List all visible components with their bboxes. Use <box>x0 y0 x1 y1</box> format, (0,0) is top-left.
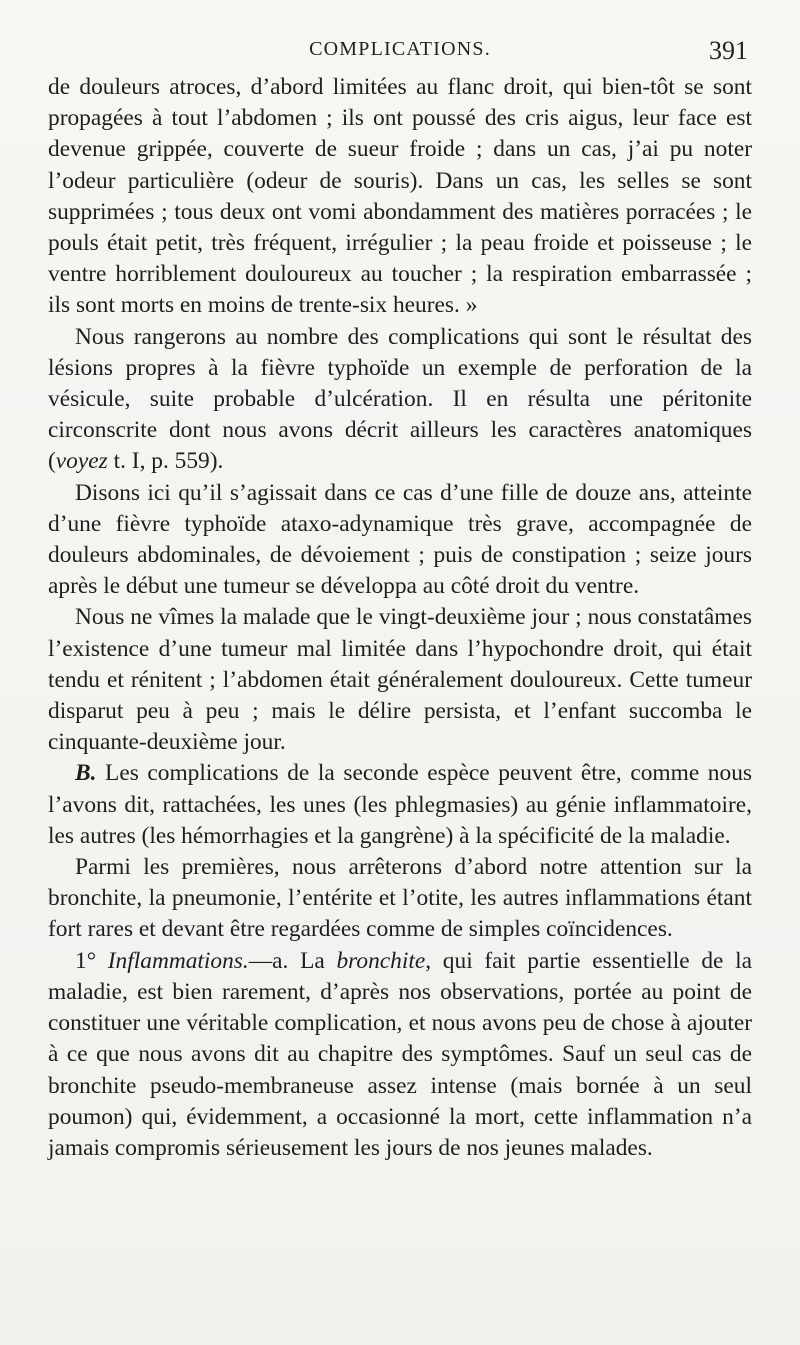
paragraph-7-italic-term: bronchite <box>336 947 426 974</box>
paragraph-6-text: Parmi les premières, nous arrêterons d’abord notre attention sur la bronchite, la pneumonie, l’entérite et l’otite, les autres inflammations étant fort rares et devant être regardées comme de simples coïncidences. <box>48 854 752 943</box>
paragraph-7-italic-title: Inflammations. <box>107 947 249 974</box>
paragraph-2-italic: voyez <box>55 448 108 475</box>
paragraph-7 <box>48 946 752 1164</box>
paragraph-2-text-after: t. I, p. 559). <box>107 448 224 475</box>
paragraph-4 <box>48 602 752 758</box>
paragraph-2-text: Nous rangerons au nombre des complications qui sont le résultat des lésions propres à la fièvre typhoïde un exemple de perforation de la vésicule, suite probable d’ulcération. Il en résulta une péritonite circonscrite dont nous avons décrit ailleurs les caractères anatomiques ( <box>48 323 752 475</box>
paragraph-2 <box>48 322 752 478</box>
paragraph-5 <box>48 758 752 852</box>
paragraph-3-text: Disons ici qu’il s’agissait dans ce cas d’une fille de douze ans, atteinte d’une fièvre typhoïde ataxo-adynamique très grave, accompagnée de douleurs abdominales, de dévoiement ; puis de constipation ; seize jours après le début une tumeur se développa au côté droit du ventre. <box>48 479 752 600</box>
paragraph-5-text: Les complications de la seconde espèce peuvent être, comme nous l’avons dit, rattachées, les unes (les phlegmasies) au génie inflammatoire, les autres (les hémorrhagies et la gangrène) à la spécificité de la maladie. <box>48 760 752 849</box>
paragraph-7-middle: —a. La <box>248 947 337 974</box>
running-title: COMPLICATIONS. <box>309 38 491 60</box>
paragraph-3 <box>48 478 752 603</box>
page-number: 391 <box>709 36 748 65</box>
paragraph-7-text: , qui fait partie essentielle de la maladie, est bien rarement, d’après nos observations, portée au point de constituer une véritable complication, et nous avons peu de chose à ajouter à ce que nous avons dit au chapitre des symptômes. Sauf un seul cas de bronchite pseudo-membraneuse assez intense (mais bornée à un seul poumon) qui, évidemment, a occasionné la mort, cette inflammation n’a jamais compromis sérieusement les jours de nos jeunes malades. <box>48 947 752 1161</box>
body-text <box>48 72 752 1164</box>
paragraph-1-text: de douleurs atroces, d’abord limitées au flanc droit, qui bien-tôt se sont propagées à tout l’abdomen ; ils ont poussé des cris aigus, leur face est devenue grippée, couverte de sueur froide ; dans un cas, j’ai pu noter l’odeur particulière (odeur de souris). Dans un cas, les selles se sont supprimées ; tous deux ont vomi abondamment des matières porracées ; le pouls était petit, très fréquent, irrégulier ; la peau froide et poisseuse ; le ventre horriblement douloureux au toucher ; la respiration embarrassée ; ils sont morts en moins de trente-six heures. » <box>48 74 752 319</box>
paragraph-4-text: Nous ne vîmes la malade que le vingt-deuxième jour ; nous constatâmes l’existence d’une tumeur mal limitée dans l’hypochondre droit, qui était tendu et rénitent ; l’abdomen était généralement douloureux. Cette tumeur disparut peu à peu ; mais le délire persista, et l’enfant succomba le cinquante-deuxième jour. <box>48 604 752 756</box>
paragraph-7-prefix: 1° <box>75 947 108 974</box>
running-head <box>48 38 752 68</box>
paragraph-1 <box>48 72 752 322</box>
paragraph-5-label: B. <box>75 760 97 787</box>
paragraph-6 <box>48 852 752 946</box>
